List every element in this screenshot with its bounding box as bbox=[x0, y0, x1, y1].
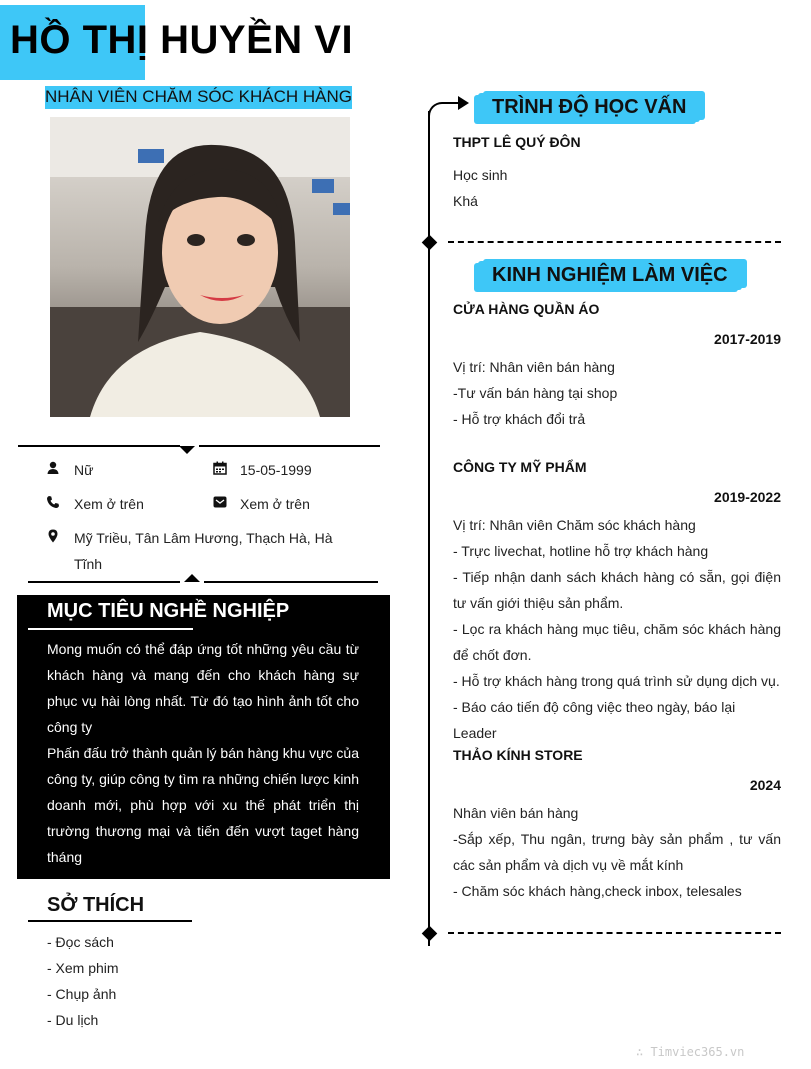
user-icon bbox=[46, 461, 60, 475]
hobby-item: - Đọc sách bbox=[47, 934, 114, 950]
job-line: -Tư vấn bán hàng tại shop bbox=[453, 385, 618, 401]
divider-marker bbox=[184, 574, 200, 582]
job-line: - Lọc ra khách hàng mục tiêu, chăm sóc khách hàng để chốt đơn. bbox=[453, 621, 781, 663]
phone-value: Xem ở trên bbox=[74, 496, 144, 512]
divider bbox=[204, 581, 378, 583]
watermark: ∴ Timviec365.vn bbox=[636, 1045, 745, 1059]
candidate-name: HỒ THỊ HUYỀN VI bbox=[10, 18, 354, 62]
hobby-item: - Xem phim bbox=[47, 960, 119, 976]
phone-icon bbox=[46, 495, 60, 509]
arrow-right-icon bbox=[458, 96, 469, 110]
experience-title: KINH NGHIỆM LÀM VIỆC bbox=[478, 261, 742, 290]
email-value: Xem ở trên bbox=[240, 496, 310, 512]
job-line: - Hỗ trợ khách hàng trong quá trình sử dụng dịch vụ. bbox=[453, 673, 780, 689]
divider bbox=[18, 445, 180, 447]
hobby-item: - Chụp ảnh bbox=[47, 986, 117, 1002]
birthday-value: 15-05-1999 bbox=[240, 462, 312, 478]
objective-title: MỤC TIÊU NGHỀ NGHIỆP bbox=[47, 600, 290, 622]
timeline-diamond bbox=[422, 926, 438, 942]
divider bbox=[28, 581, 180, 583]
education-line: Khá bbox=[453, 193, 478, 209]
job-line: Vị trí: Nhân viên bán hàng bbox=[453, 359, 615, 375]
job-years: 2019-2022 bbox=[714, 489, 781, 505]
objective-text: Mong muốn có thể đáp ứng tốt những yêu cầu từ khách hàng và mang đến cho khách hàng sự phục vụ hài lòng nhất. Từ đó tạo hình ảnh tốt cho công ty Phấn đấu trở thành quản lý bán hàng khu vực của công ty, giúp công ty tìm ra những chiến lược kinh doanh mới, phù hợp với xu thế phát triển thị trường thương mại và tiến đến vượt taget hàng tháng bbox=[47, 641, 359, 865]
address-line-1: Mỹ Triều, Tân Lâm Hương, Thạch Hà, Hà bbox=[74, 530, 333, 546]
job-line: Nhân viên bán hàng bbox=[453, 805, 579, 821]
job-years: 2017-2019 bbox=[714, 331, 781, 347]
job-title: NHÂN VIÊN CHĂM SÓC KHÁCH HÀNG bbox=[45, 86, 352, 109]
divider-marker bbox=[179, 446, 195, 454]
company-name: CÔNG TY MỸ PHẨM bbox=[453, 459, 587, 475]
job-line: - Trực livechat, hotline hỗ trợ khách hàng bbox=[453, 543, 709, 559]
hobbies-title: SỞ THÍCH bbox=[47, 894, 145, 916]
job-line: - Chăm sóc khách hàng,check inbox, telesales bbox=[453, 883, 742, 899]
job-line: - Hỗ trợ khách đổi trả bbox=[453, 411, 586, 427]
company-name: CỬA HÀNG QUẦN ÁO bbox=[453, 301, 600, 317]
email-icon bbox=[213, 495, 227, 509]
job-line: - Báo cáo tiến độ công việc theo ngày, báo lại Leader bbox=[453, 699, 736, 741]
job-line: -Sắp xếp, Thu ngân, trưng bày sản phẩm , tư vấn các sản phẩm và dịch vụ về mắt kính bbox=[453, 831, 781, 873]
objective-underline bbox=[28, 628, 193, 630]
hobby-item: - Du lịch bbox=[47, 1012, 99, 1028]
address-line-2: Tĩnh bbox=[74, 556, 103, 572]
timeline-diamond bbox=[422, 235, 438, 251]
dashed-divider bbox=[448, 932, 781, 934]
job-line: Vị trí: Nhân viên Chăm sóc khách hàng bbox=[453, 517, 696, 533]
timeline-arrow bbox=[428, 102, 448, 122]
gender-value: Nữ bbox=[74, 462, 94, 478]
profile-photo bbox=[50, 117, 350, 417]
education-title: TRÌNH ĐỘ HỌC VẤN bbox=[478, 93, 700, 122]
hobbies-underline bbox=[28, 920, 192, 922]
job-line: - Tiếp nhận danh sách khách hàng có sẵn, gọi điện tư vấn giới thiệu sản phẩm. bbox=[453, 569, 781, 611]
divider bbox=[199, 445, 380, 447]
location-icon bbox=[46, 529, 60, 543]
company-name: THẢO KÍNH STORE bbox=[453, 747, 583, 763]
dashed-divider bbox=[448, 241, 781, 243]
calendar-icon bbox=[213, 461, 227, 475]
school-name: THPT LÊ QUÝ ĐÔN bbox=[453, 134, 581, 150]
job-years: 2024 bbox=[749, 777, 781, 793]
education-line: Học sinh bbox=[453, 167, 508, 183]
